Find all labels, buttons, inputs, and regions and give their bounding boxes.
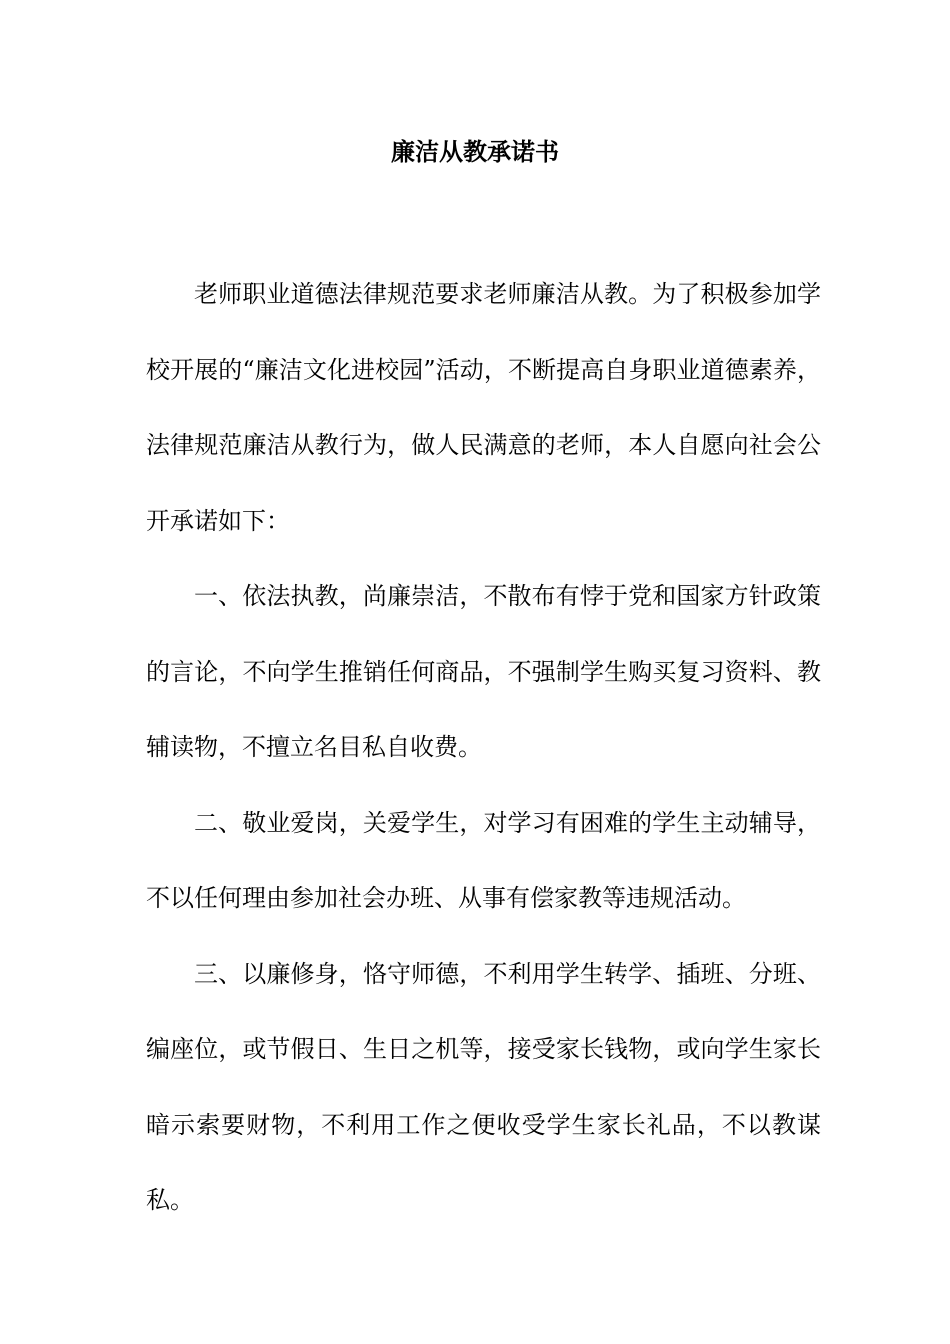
paragraph-item-1: 一、依法执教，尚廉崇洁，不散布有悖于党和国家方针政策的言论，不向学生推销任何商品，不强制学生购买复习资料、教辅读物，不擅立名目私自收费。 [146, 582, 821, 761]
paragraph-intro: 老师职业道德法律规范要求老师廉洁从教。为了积极参加学校开展的“廉洁文化进校园”活动，不断提高自身职业道德素养，法律规范廉洁从教行为，做人民满意的老师，本人自愿向社会公开承诺如下： [146, 280, 821, 535]
document-title: 廉洁从教承诺书 [391, 137, 559, 166]
paragraph-item-2: 二、敬业爱岗，关爱学生，对学习有困难的学生主动辅导，不以任何理由参加社会办班、从事有偿家教等违规活动。 [146, 808, 821, 912]
paragraph-item-3: 三、以廉修身，恪守师德，不利用学生转学、插班、分班、编座位，或节假日、生日之机等，接受家长钱物，或向学生家长暗示索要财物，不利用工作之便收受学生家长礼品，不以教谋私。 [146, 959, 821, 1214]
document-body [146, 257, 821, 1239]
